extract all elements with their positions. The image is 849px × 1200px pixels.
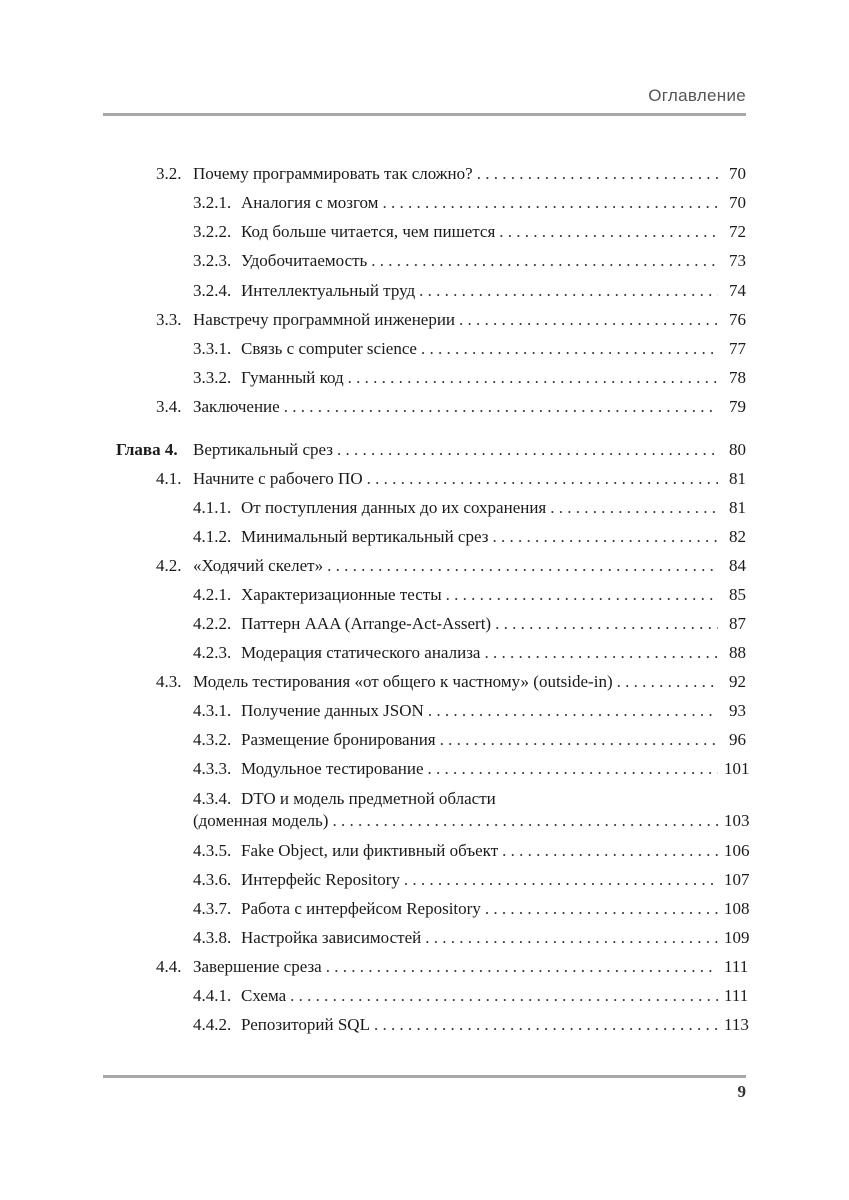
leader-dots <box>502 838 718 864</box>
toc-entry-page: 111 <box>724 986 749 1005</box>
toc-entry-number: 4.3.4. <box>193 789 232 808</box>
toc-entry-title: Минимальный вертикальный срез <box>241 524 492 550</box>
toc-entry-title: От поступления данных до их сохранения <box>241 495 550 521</box>
leader-dots <box>440 727 718 753</box>
toc-entry-page: 77 <box>729 339 746 358</box>
toc-entry-title: Модульное тестирование <box>241 756 428 782</box>
toc-entry-title: Модерация статического анализа <box>241 640 484 666</box>
toc-entry[interactable] <box>0 495 849 521</box>
toc-entry-page: 87 <box>729 614 746 633</box>
toc-entry[interactable] <box>0 925 849 951</box>
toc-entry[interactable] <box>0 582 849 608</box>
toc-entry[interactable] <box>0 611 849 637</box>
toc-entry-title: Заключение <box>193 394 284 420</box>
leader-dots <box>459 307 718 333</box>
toc-entry[interactable] <box>0 190 849 216</box>
leader-dots <box>428 698 718 724</box>
toc-entry-number: 4.4.1. <box>193 986 232 1005</box>
toc-entry-page: 107 <box>724 870 750 889</box>
toc-entry[interactable] <box>0 524 849 550</box>
toc-entry-title: «Ходячий скелет» <box>193 553 327 579</box>
toc-entry-page: 108 <box>724 899 750 918</box>
toc-entry-title: DTO и модель предметной области <box>241 789 496 808</box>
toc-entry-title: Интеллектуальный труд <box>241 278 419 304</box>
leader-dots <box>425 925 718 951</box>
toc-entry-title: Удобочитаемость <box>241 248 371 274</box>
footer-rule <box>103 1075 746 1078</box>
toc-entry[interactable] <box>0 219 849 245</box>
toc-entry[interactable] <box>0 640 849 666</box>
toc-entry-number: 4.2.3. <box>193 643 232 662</box>
leader-dots <box>421 336 718 362</box>
leader-dots <box>404 867 718 893</box>
toc-entry[interactable] <box>0 248 849 274</box>
leader-dots <box>499 219 718 245</box>
toc-entry-number: 4.2. <box>156 556 182 575</box>
toc-entry-number: 4.3.2. <box>193 730 232 749</box>
toc-entry-title: Завершение среза <box>193 954 326 980</box>
toc-entry[interactable] <box>0 307 849 333</box>
leader-dots <box>367 466 718 492</box>
toc-entry-title: Связь с computer science <box>241 336 421 362</box>
toc-entry-title: Работа с интерфейсом Repository <box>241 896 485 922</box>
leader-dots <box>428 756 718 782</box>
leader-dots <box>617 669 718 695</box>
toc-entry[interactable] <box>0 756 849 782</box>
toc-entry-page: 84 <box>729 556 746 575</box>
toc-entry[interactable] <box>0 161 849 187</box>
toc-entry[interactable] <box>0 838 849 864</box>
toc-entry-page: 76 <box>729 310 746 329</box>
leader-dots <box>485 896 718 922</box>
toc-entry[interactable] <box>0 336 849 362</box>
toc-entry-page: 111 <box>724 957 749 976</box>
toc-entry-title: Гуманный код <box>241 365 348 391</box>
toc-entry-number: 3.3.2. <box>193 368 232 387</box>
toc-entry-page: 106 <box>724 841 750 860</box>
toc-entry-page: 81 <box>729 469 746 488</box>
toc-chapter-number: Глава 4. <box>116 440 178 459</box>
toc-entry-page: 79 <box>729 397 746 416</box>
toc-entry-number: 4.4. <box>156 957 182 976</box>
leader-dots <box>371 248 718 274</box>
toc-entry-title: Начните с рабочего ПО <box>193 466 367 492</box>
leader-dots <box>327 553 718 579</box>
toc-entry-number: 4.4.2. <box>193 1015 232 1034</box>
toc-entry-page: 78 <box>729 368 746 387</box>
toc-entry-title: Размещение бронирования <box>241 727 440 753</box>
leader-dots <box>326 954 718 980</box>
toc-entry-number: 4.1.2. <box>193 527 232 546</box>
toc-entry-number: 4.3.6. <box>193 870 232 889</box>
page-number: 9 <box>737 1082 746 1101</box>
leader-dots <box>492 524 718 550</box>
toc-entry-number: 4.3.5. <box>193 841 232 860</box>
toc-entry-title: Репозиторий SQL <box>241 1012 374 1038</box>
toc-entry-number: 4.3.1. <box>193 701 232 720</box>
toc-entry[interactable] <box>0 1012 849 1038</box>
toc-entry-page: 93 <box>729 701 746 720</box>
toc-entry[interactable] <box>0 669 849 695</box>
leader-dots <box>484 640 718 666</box>
toc-entry[interactable] <box>0 466 849 492</box>
toc-chapter-entry[interactable] <box>0 437 849 463</box>
toc-entry-page: 70 <box>729 193 746 212</box>
toc-entry-title: Аналогия с мозгом <box>241 190 382 216</box>
toc-entry[interactable] <box>0 553 849 579</box>
toc-entry-number: 4.2.1. <box>193 585 232 604</box>
leader-dots <box>348 365 718 391</box>
toc-entry-page: 81 <box>729 498 746 517</box>
toc-entry-number: 3.2. <box>156 164 182 183</box>
toc-entry-title: Код больше читается, чем пишется <box>241 219 499 245</box>
toc-entry-page: 96 <box>729 730 746 749</box>
toc-entry-number: 3.2.4. <box>193 281 232 300</box>
toc-entry-title: Настройка зависимостей <box>241 925 425 951</box>
toc-entry-page: 82 <box>729 527 746 546</box>
toc-entry-title: Характеризационные тесты <box>241 582 446 608</box>
header-rule <box>103 113 746 116</box>
toc-entry-number: 4.2.2. <box>193 614 232 633</box>
toc-entry-number: 3.4. <box>156 397 182 416</box>
toc-entry-number: 3.3. <box>156 310 182 329</box>
leader-dots <box>495 611 718 637</box>
toc-entry-number: 4.3.7. <box>193 899 232 918</box>
toc-entry[interactable] <box>0 954 849 980</box>
toc-entry[interactable] <box>0 278 849 304</box>
toc-entry-number: 3.2.2. <box>193 222 232 241</box>
toc-entry-number: 4.1.1. <box>193 498 232 517</box>
toc-entry-title-continuation: (доменная модель) <box>193 808 332 834</box>
toc-entry-page: 92 <box>729 672 746 691</box>
leader-dots <box>374 1012 718 1038</box>
toc-entry-number: 4.3.3. <box>193 759 232 778</box>
toc-entry-page: 85 <box>729 585 746 604</box>
toc-entry-number: 4.3. <box>156 672 182 691</box>
leader-dots <box>332 808 718 834</box>
toc-entry[interactable] <box>0 983 849 1009</box>
running-header: Оглавление <box>648 86 746 105</box>
leader-dots <box>477 161 718 187</box>
toc-entry-title: Модель тестирования «от общего к частному» (outside-in) <box>193 669 617 695</box>
toc-entry-number: 3.3.1. <box>193 339 232 358</box>
leader-dots <box>382 190 718 216</box>
toc-entry-page: 113 <box>724 1015 749 1034</box>
toc-entry[interactable] <box>0 896 849 922</box>
toc-entry-continuation[interactable] <box>0 808 849 834</box>
leader-dots <box>550 495 718 521</box>
toc-entry-title: Интерфейс Repository <box>241 867 404 893</box>
toc-entry[interactable] <box>0 365 849 391</box>
toc-entry-page: 101 <box>724 759 750 778</box>
toc-entry-title: Fake Object, или фиктивный объект <box>241 838 502 864</box>
toc-entry-title: Паттерн AAA (Arrange-Act-Assert) <box>241 611 495 637</box>
toc-entry[interactable] <box>0 698 849 724</box>
toc-entry-number: 4.3.8. <box>193 928 232 947</box>
toc-entry[interactable] <box>0 394 849 420</box>
toc-entry-number: 3.2.3. <box>193 251 232 270</box>
leader-dots <box>290 983 718 1009</box>
leader-dots <box>446 582 718 608</box>
leader-dots <box>284 394 718 420</box>
toc-entry-title: Вертикальный срез <box>193 437 337 463</box>
toc-entry-title: Почему программировать так сложно? <box>193 161 477 187</box>
toc-entry[interactable] <box>0 727 849 753</box>
toc-entry-title: Получение данных JSON <box>241 698 428 724</box>
toc-entry-page: 74 <box>729 281 746 300</box>
toc-entry-page: 73 <box>729 251 746 270</box>
toc-entry-page: 72 <box>729 222 746 241</box>
toc-entry-title: Схема <box>241 983 290 1009</box>
toc-entry-number: 3.2.1. <box>193 193 232 212</box>
toc-entry[interactable] <box>0 867 849 893</box>
leader-dots <box>337 437 718 463</box>
toc-entry-page: 103 <box>724 811 750 830</box>
leader-dots <box>419 278 718 304</box>
toc-entry-page: 70 <box>729 164 746 183</box>
toc-entry-title: Навстречу программной инженерии <box>193 307 459 333</box>
toc-entry-page: 88 <box>729 643 746 662</box>
toc-entry-number: 4.1. <box>156 469 182 488</box>
toc-entry-page: 80 <box>729 440 746 459</box>
toc-entry-page: 109 <box>724 928 750 947</box>
